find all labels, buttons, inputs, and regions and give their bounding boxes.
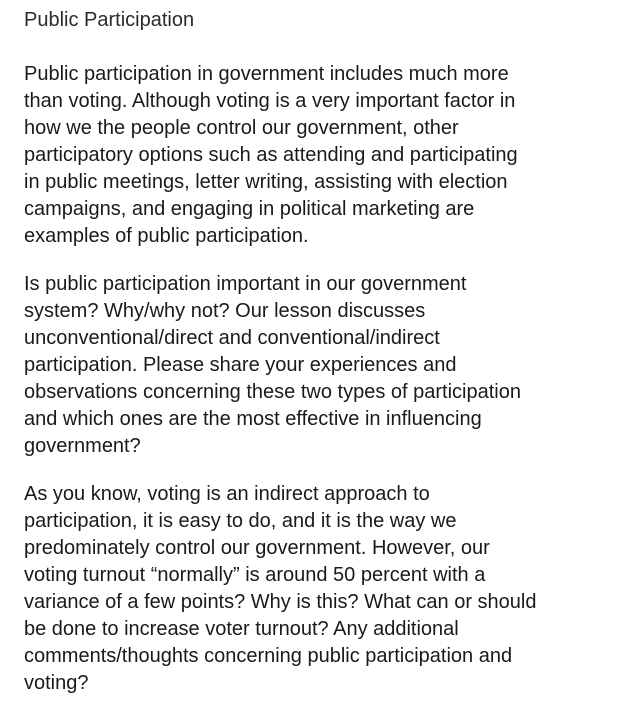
paragraph-line: observations concerning these two types of participation bbox=[24, 381, 521, 403]
paragraph-line: participatory options such as attending and participating bbox=[24, 144, 518, 166]
paragraph-line: than voting. Although voting is a very important factor in bbox=[24, 90, 516, 112]
paragraph-line: how we the people control our government, other bbox=[24, 117, 459, 139]
paragraph-3 bbox=[24, 481, 604, 697]
paragraph-line: variance of a few points? Why is this? What can or should bbox=[24, 591, 537, 613]
paragraph-line: As you know, voting is an indirect approach to bbox=[24, 483, 430, 505]
paragraph-line: campaigns, and engaging in political marketing are bbox=[24, 198, 475, 220]
paragraph-line: system? Why/why not? Our lesson discusses bbox=[24, 300, 426, 322]
document-title: Public Participation bbox=[24, 9, 195, 31]
paragraph-line: participation. Please share your experiences and bbox=[24, 354, 457, 376]
paragraph-line: government? bbox=[24, 435, 141, 457]
document-body bbox=[24, 6, 604, 718]
paragraph-2 bbox=[24, 271, 604, 460]
paragraph-1 bbox=[24, 61, 604, 250]
paragraph-line: participation, it is easy to do, and it is the way we bbox=[24, 510, 457, 532]
paragraph-line: examples of public participation. bbox=[24, 225, 309, 247]
paragraph-line: predominately control our government. However, our bbox=[24, 537, 490, 559]
paragraph-line: be done to increase voter turnout? Any additional bbox=[24, 618, 459, 640]
paragraph-line: and which ones are the most effective in influencing bbox=[24, 408, 482, 430]
paragraph-line: voting? bbox=[24, 672, 89, 694]
paragraph-line: Public participation in government includes much more bbox=[24, 63, 509, 85]
paragraph-line: Is public participation important in our government bbox=[24, 273, 467, 295]
paragraph-line: voting turnout “normally” is around 50 percent with a bbox=[24, 564, 486, 586]
paragraph-line: unconventional/direct and conventional/indirect bbox=[24, 327, 440, 349]
paragraph-line: in public meetings, letter writing, assisting with election bbox=[24, 171, 508, 193]
paragraph-line: comments/thoughts concerning public participation and bbox=[24, 645, 513, 667]
